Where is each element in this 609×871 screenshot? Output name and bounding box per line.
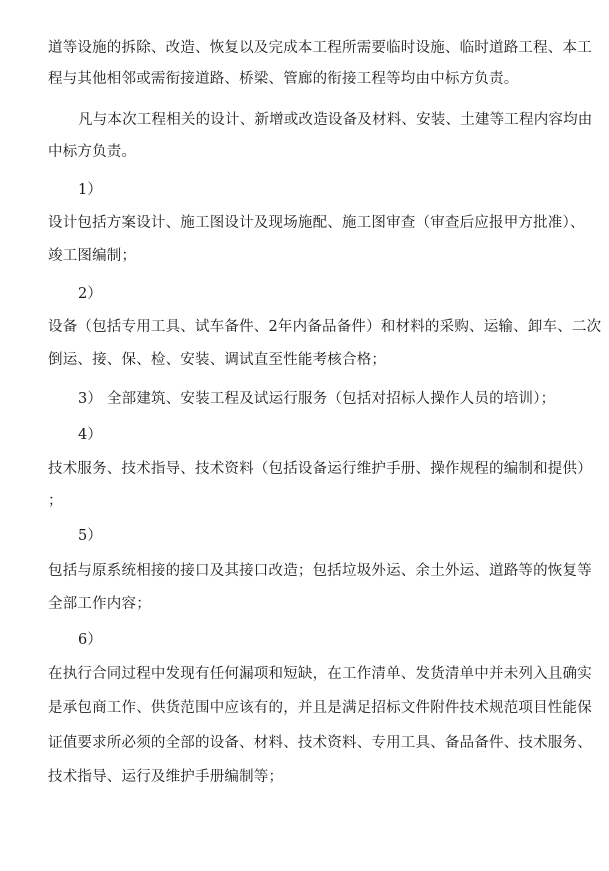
item-number-4: 4） (78, 427, 103, 443)
text-line: 在执行合同过程中发现有任何漏项和短缺，在工作清单、发货清单中并未列入且确实 (48, 666, 592, 682)
text-line: 道等设施的拆除、改造、恢复以及完成本工程所需要临时设施、临时道路工程、本工 (48, 40, 592, 56)
text-line: 程与其他相邻或需衔接道路、桥梁、管廊的衔接工程等均由中标方负责。 (48, 71, 519, 87)
text-line: ； (48, 493, 63, 509)
item-3-line: 3） 全部建筑、安装工程及试运行服务（包括对招标人操作人员的培训）； (78, 391, 556, 407)
item-number-1: 1） (78, 182, 103, 198)
text-line: 设计包括方案设计、施工图设计及现场施配、施工图审查（审查后应报甲方批准）、 (48, 215, 585, 231)
text-line: 证值要求所必须的全部的设备、材料、技术资料、专用工具、备品备件、技术服务、 (48, 735, 592, 751)
item-number-2: 2） (78, 286, 103, 302)
text-line: 全部工作内容； (48, 596, 151, 612)
item-number-6: 6） (78, 632, 103, 648)
text-line: 技术指导、运行及维护手册编制等； (48, 769, 284, 785)
item-number-5: 5） (78, 528, 103, 544)
text-line: 竣工图编制； (48, 248, 137, 264)
paragraph-line: 凡与本次工程相关的设计、新增或改造设备及材料、安装、土建等工程内容均由 (78, 112, 593, 128)
text-line: 是承包商工作、供货范围中应该有的，并且是满足招标文件附件技术规范项目性能保 (48, 700, 592, 716)
text-line: 倒运、接、保、检、安装、调试直至性能考核合格； (48, 352, 387, 368)
text-line: 包括与原系统相接的接口及其接口改造；包括垃圾外运、余土外运、道路等的恢复等 (48, 563, 592, 579)
text-line: 中标方负责。 (48, 144, 137, 160)
text-line: 技术服务、技术指导、技术资料（包括设备运行维护手册、操作规程的编制和提供） (48, 461, 592, 477)
text-line: 设备（包括专用工具、试车备件、2年内备品备件）和材料的采购、运输、卸车、二次 (48, 319, 602, 335)
